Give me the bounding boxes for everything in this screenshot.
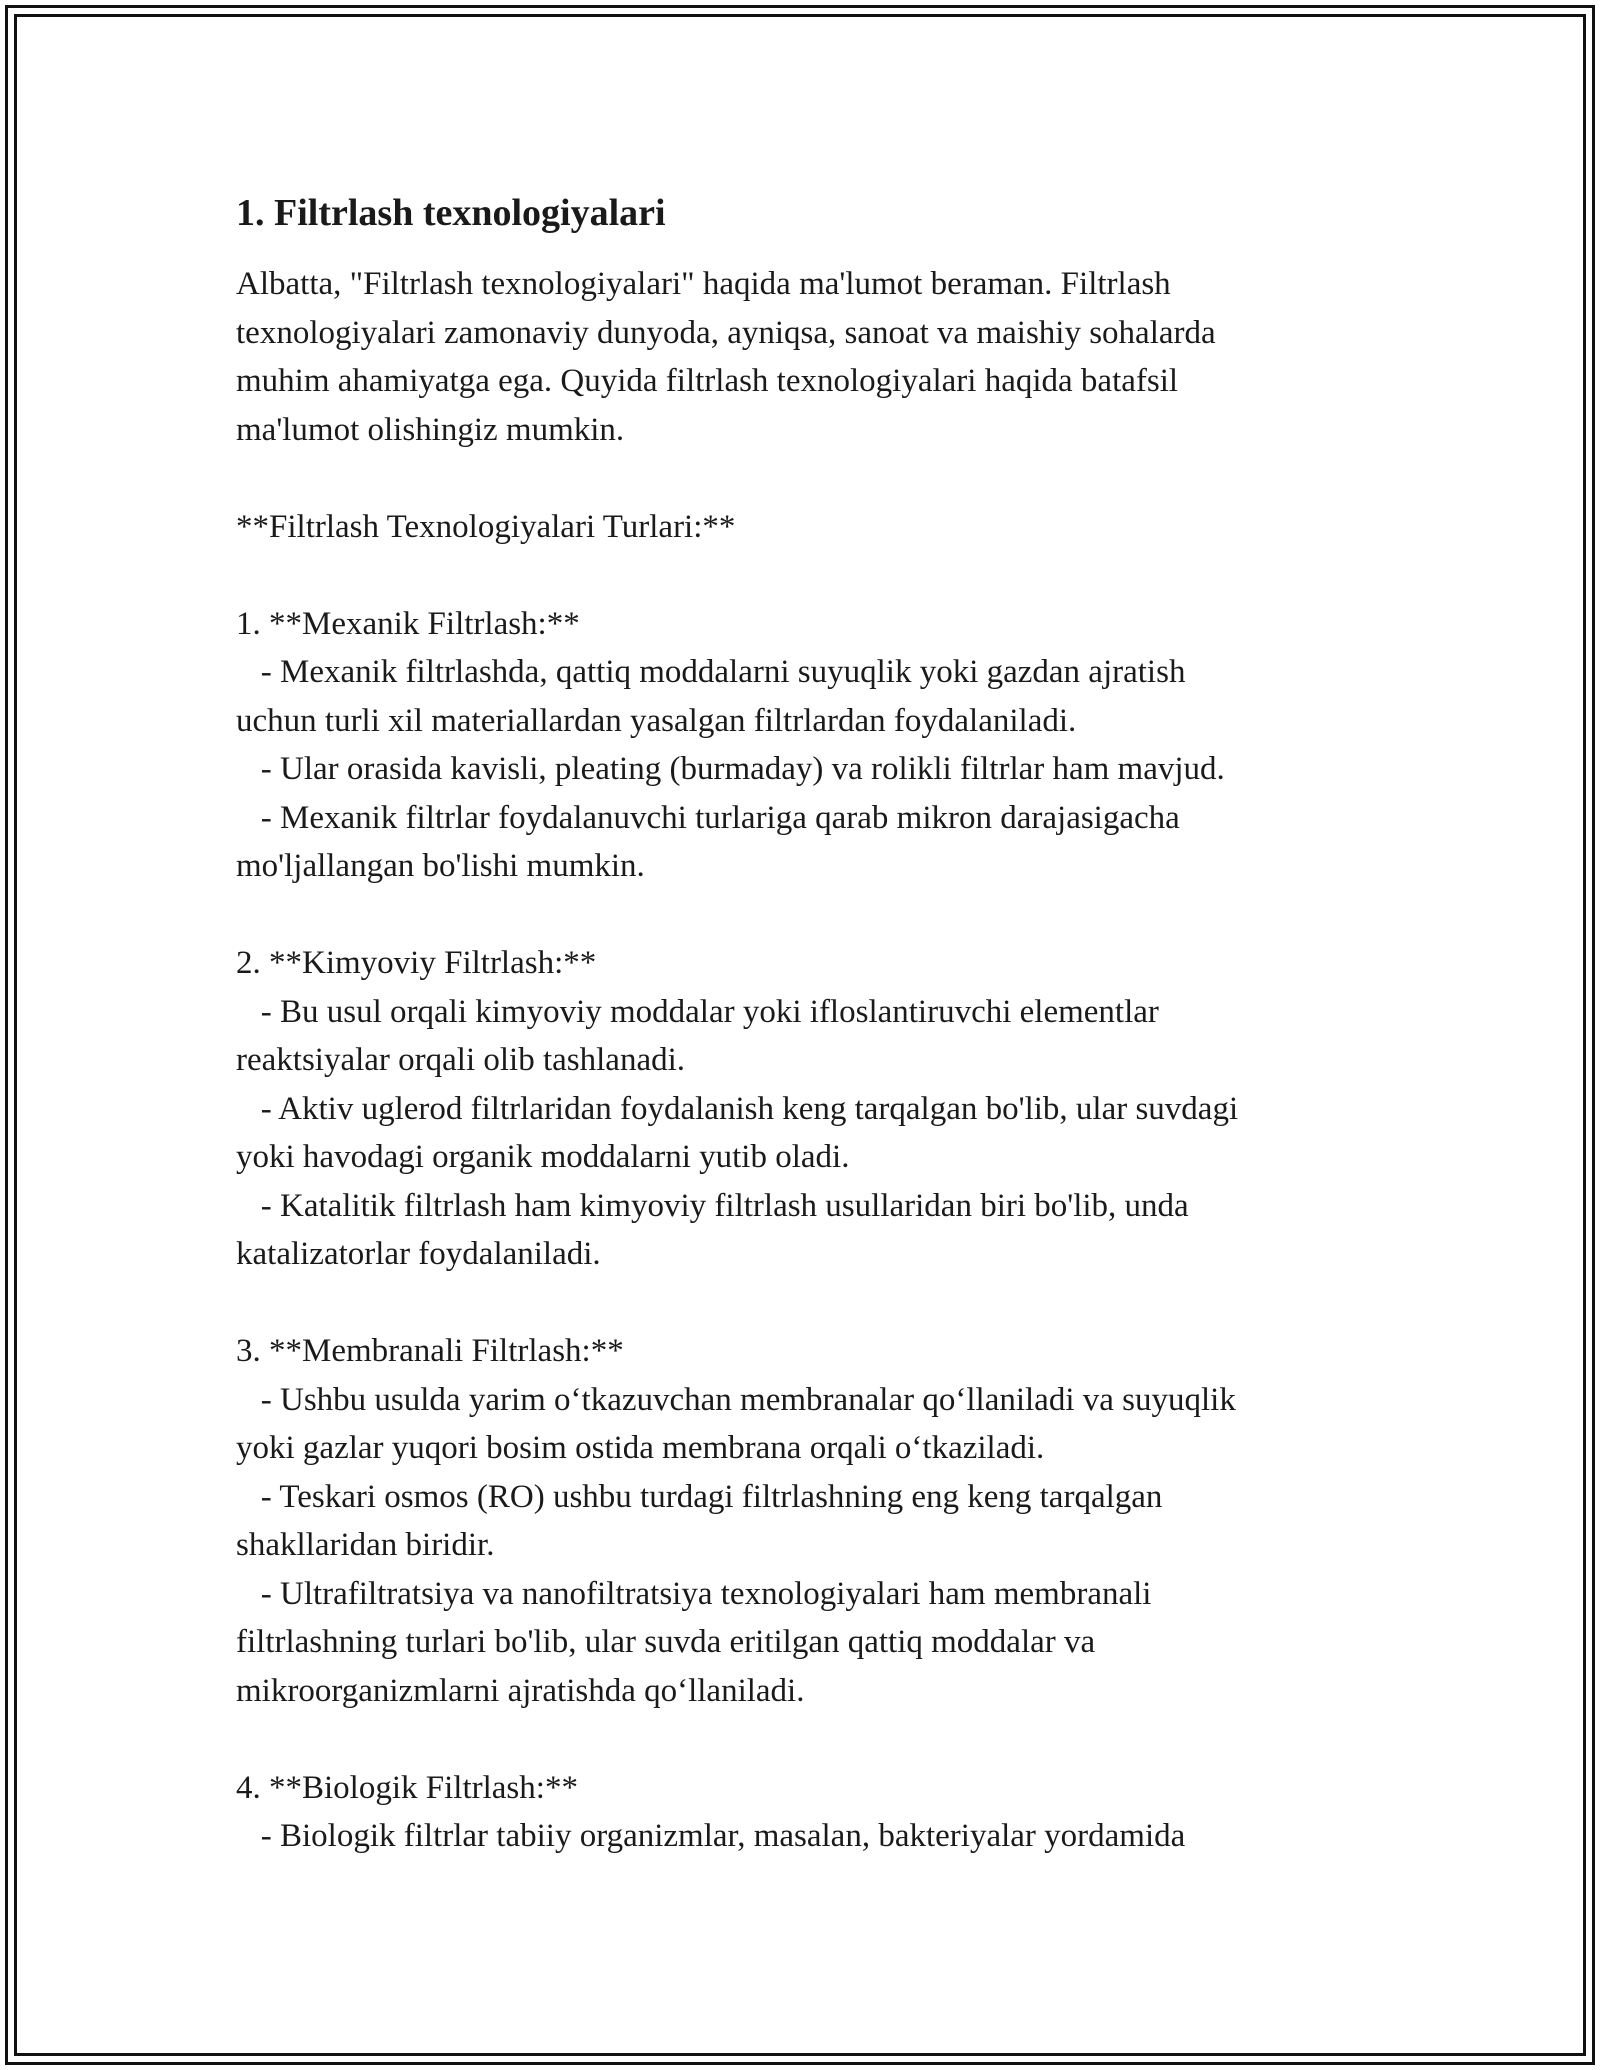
blank-line <box>236 1715 1386 1764</box>
document-body <box>236 186 1386 1861</box>
text-line: yoki gazlar yuqori bosim ostida membrana orqali oʻtkaziladi. <box>236 1430 1045 1466</box>
text-line: - Ular orasida kavisli, pleating (burmaday) va rolikli filtrlar ham mavjud. <box>236 751 1225 787</box>
text-line: 2. **Kimyoviy Filtrlash:** <box>236 945 597 981</box>
text-line: - Katalitik filtrlash ham kimyoviy filtrlash usullaridan biri bo'lib, unda <box>236 1187 1189 1224</box>
text-line: 1. **Mexanik Filtrlash:** <box>236 605 580 642</box>
text-line: - Biologik filtrlar tabiiy organizmlar, masalan, bakteriyalar yordamida <box>236 1818 1186 1854</box>
text-line: 3. **Membranali Filtrlash:** <box>236 1333 624 1369</box>
text-line: reaktsiyalar orqali olib tashlanadi. <box>236 1042 686 1078</box>
document-text <box>236 260 1386 1861</box>
text-line: - Ultrafiltratsiya va nanofiltratsiya texnologiyalari ham membranali <box>236 1575 1152 1612</box>
text-line: yoki havodagi organik moddalarni yutib oladi. <box>236 1139 850 1175</box>
text-line: Albatta, "Filtrlash texnologiyalari" haqida ma'lumot beraman. Filtrlash <box>236 266 1171 302</box>
text-line: shakllaridan biridir. <box>236 1527 495 1563</box>
text-line: texnologiyalari zamonaviy dunyoda, ayniqsa, sanoat va maishiy sohalarda <box>236 314 1216 351</box>
text-line: **Filtrlash Texnologiyalari Turlari:** <box>236 508 736 545</box>
text-line: - Aktiv uglerod filtrlaridan foydalanish keng tarqalgan bo'lib, ular suvdagi <box>236 1090 1239 1127</box>
text-line: 4. **Biologik Filtrlash:** <box>236 1769 578 1806</box>
blank-line <box>236 551 1386 600</box>
text-line: - Bu usul orqali kimyoviy moddalar yoki ifloslantiruvchi elementlar <box>236 993 1159 1030</box>
text-line: mikroorganizmlarni ajratishda qoʻllaniladi. <box>236 1672 805 1709</box>
text-line: katalizatorlar foydalaniladi. <box>236 1236 601 1272</box>
text-line: ma'lumot olishingiz mumkin. <box>236 411 625 448</box>
text-line: - Mexanik filtrlar foydalanuvchi turlariga qarab mikron darajasigacha <box>236 799 1180 836</box>
text-line: - Ushbu usulda yarim oʻtkazuvchan membranalar qoʻllaniladi va suyuqlik <box>236 1381 1236 1418</box>
text-line: mo'ljallangan bo'lishi mumkin. <box>236 848 645 884</box>
section-heading: 1. Filtrlash texnologiyalari <box>236 192 666 234</box>
text-line: uchun turli xil materiallardan yasalgan filtrlardan foydalaniladi. <box>236 702 1077 739</box>
text-line: filtrlashning turlari bo'lib, ular suvda eritilgan qattiq moddalar va <box>236 1624 1096 1660</box>
blank-line <box>236 1279 1386 1328</box>
blank-line <box>236 454 1386 503</box>
blank-line <box>236 891 1386 940</box>
text-line: - Mexanik filtrlashda, qattiq moddalarni suyuqlik yoki gazdan ajratish <box>236 654 1186 690</box>
text-line: muhim ahamiyatga ega. Quyida filtrlash texnologiyalari haqida batafsil <box>236 363 1179 399</box>
text-line: - Teskari osmos (RO) ushbu turdagi filtrlashning eng keng tarqalgan <box>236 1478 1163 1515</box>
